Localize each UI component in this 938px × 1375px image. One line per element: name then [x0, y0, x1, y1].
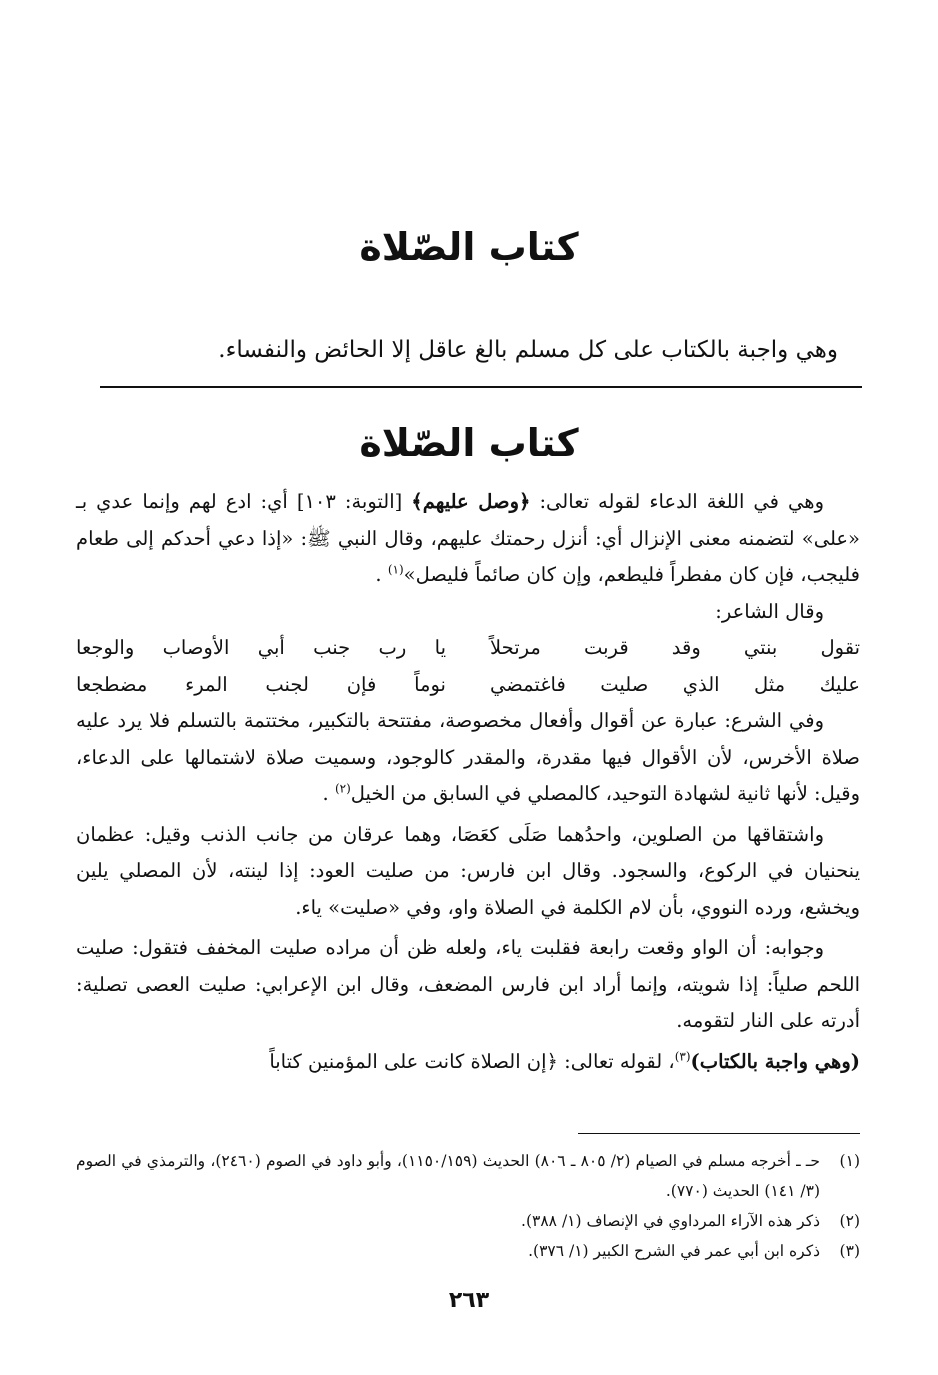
intro-text: وهي واجبة بالكتاب على كل مسلم بالغ عاقل إلا الحائض والنفساء.	[218, 337, 838, 363]
para1-end: .	[375, 563, 382, 586]
page-number: ٢٦٣	[448, 1288, 490, 1313]
section-title: كتاب الصّلاة	[359, 421, 579, 465]
paragraph-obligation	[76, 1044, 860, 1081]
footnote-text: ذكره ابن أبي عمر في الشرح الكبير (١/ ٣٧٦).	[528, 1242, 820, 1260]
footnote-text: ذكر هذه الآراء المرداوي في الإنصاف (١/ ٣٨٨).	[521, 1212, 820, 1230]
poet-intro: وقال الشاعر:	[715, 599, 824, 623]
footnote-divider	[578, 1133, 860, 1134]
matn-text: (وهي واجبة بالكتاب)	[690, 1049, 860, 1073]
footnote-number: (٢)	[839, 1212, 860, 1230]
para1-text: وهي في اللغة الدعاء لقوله تعالى:	[530, 490, 824, 513]
verse-hemistich: نوماً فإن لجنب المرء مضطجعا	[76, 672, 446, 696]
verse-hemistich: عليك مثل الذي صليت فاغتمضي	[490, 672, 860, 696]
para5-text: ، لقوله تعالى: ﴿إن الصلاة كانت على المؤمنين كتاباً	[269, 1049, 675, 1073]
paragraph-etymology: واشتقاقها من الصلوين، واحدُهما صَلَى كعَصَا، وهما عرقان من جانب الذنب وقيل: عظمان ينحنيان في الركوع، والسجود. وقال ابن فارس: من صليت العود: إذا لينته، لأن المصلي يلين ويخشع، ورده النووي، بأن لام الكلمة في الصلاة واو، وفي «صليت» ياء.	[76, 822, 860, 919]
verse-line-2	[76, 667, 860, 704]
footnote-ref-1[interactable]: (١)	[387, 562, 404, 577]
para2-end: .	[322, 782, 329, 805]
footnote-number: (١)	[839, 1152, 860, 1170]
footnote-ref-3[interactable]: (٣)	[674, 1049, 691, 1063]
verse-hemistich: تقول بنتي وقد قربت مرتحلاً	[490, 636, 860, 659]
quran-quote: ﴿وصل عليهم﴾	[411, 490, 531, 513]
paragraph-sharia	[76, 703, 860, 813]
para1-text-continued: [التوبة: ١٠٣] أي: ادع لهم وإنما عدي بـ «على» لتضمنه معنى الإنزال أي: أنزل رحمتك عليهم، وقال النبي ﷺ: «إذا دعي أحدكم إلى طعام فليجب، فإن كان مفطراً فليطعم، وإن كان صائماً فليصل»	[76, 490, 860, 586]
para2-text: وفي الشرع: عبارة عن أقوال وأفعال مخصوصة، مفتتحة بالتكبير، مختتمة بالتسلم فلا يرد عليه صلاة الأخرس، لأن الأقوال فيها مقدرة، والمقدر كالوجود، وسميت صلاة لاشتمالها على الدعاء، وقيل: لأنها ثانية لشهادة التوحيد، كالمصلي في السابق من الخيل	[76, 709, 860, 805]
footnote-ref-2[interactable]: (٢)	[334, 781, 351, 796]
verse-hemistich: يا رب جنب أبي الأوصاب والوجعا	[76, 636, 446, 659]
footnote-text: حـ ـ أخرجه مسلم في الصيام (٢/ ٨٠٥ ـ ٨٠٦) الحديث (١١٥٠/١٥٩)، وأبو داود في الصوم (٢٤٦٠)، والترمذي في الصوم (٣/ ١٤١) الحديث (٧٧٠).	[76, 1152, 820, 1200]
footnote-number: (٣)	[839, 1242, 860, 1260]
verse-line-1	[76, 630, 860, 667]
paragraph-answer: وجوابه: أن الواو وقعت رابعة فقلبت ياء، ولعله ظن أن مراده صليت المخفف فتقول: صليت اللحم صلياً: إذا شويته، وإنما أراد ابن فارس المضعف، وقال ابن الإعرابي: صليت العصى تصلية: أدرته على النار لتقومه.	[76, 936, 860, 1032]
footnotes	[76, 1146, 860, 1266]
footnote	[76, 1146, 860, 1206]
main-text	[76, 484, 860, 1080]
paragraph-definition	[76, 484, 860, 594]
footnote	[76, 1206, 860, 1236]
divider-line	[100, 386, 862, 388]
footnote	[76, 1236, 860, 1266]
page-title: كتاب الصّلاة	[359, 225, 579, 269]
